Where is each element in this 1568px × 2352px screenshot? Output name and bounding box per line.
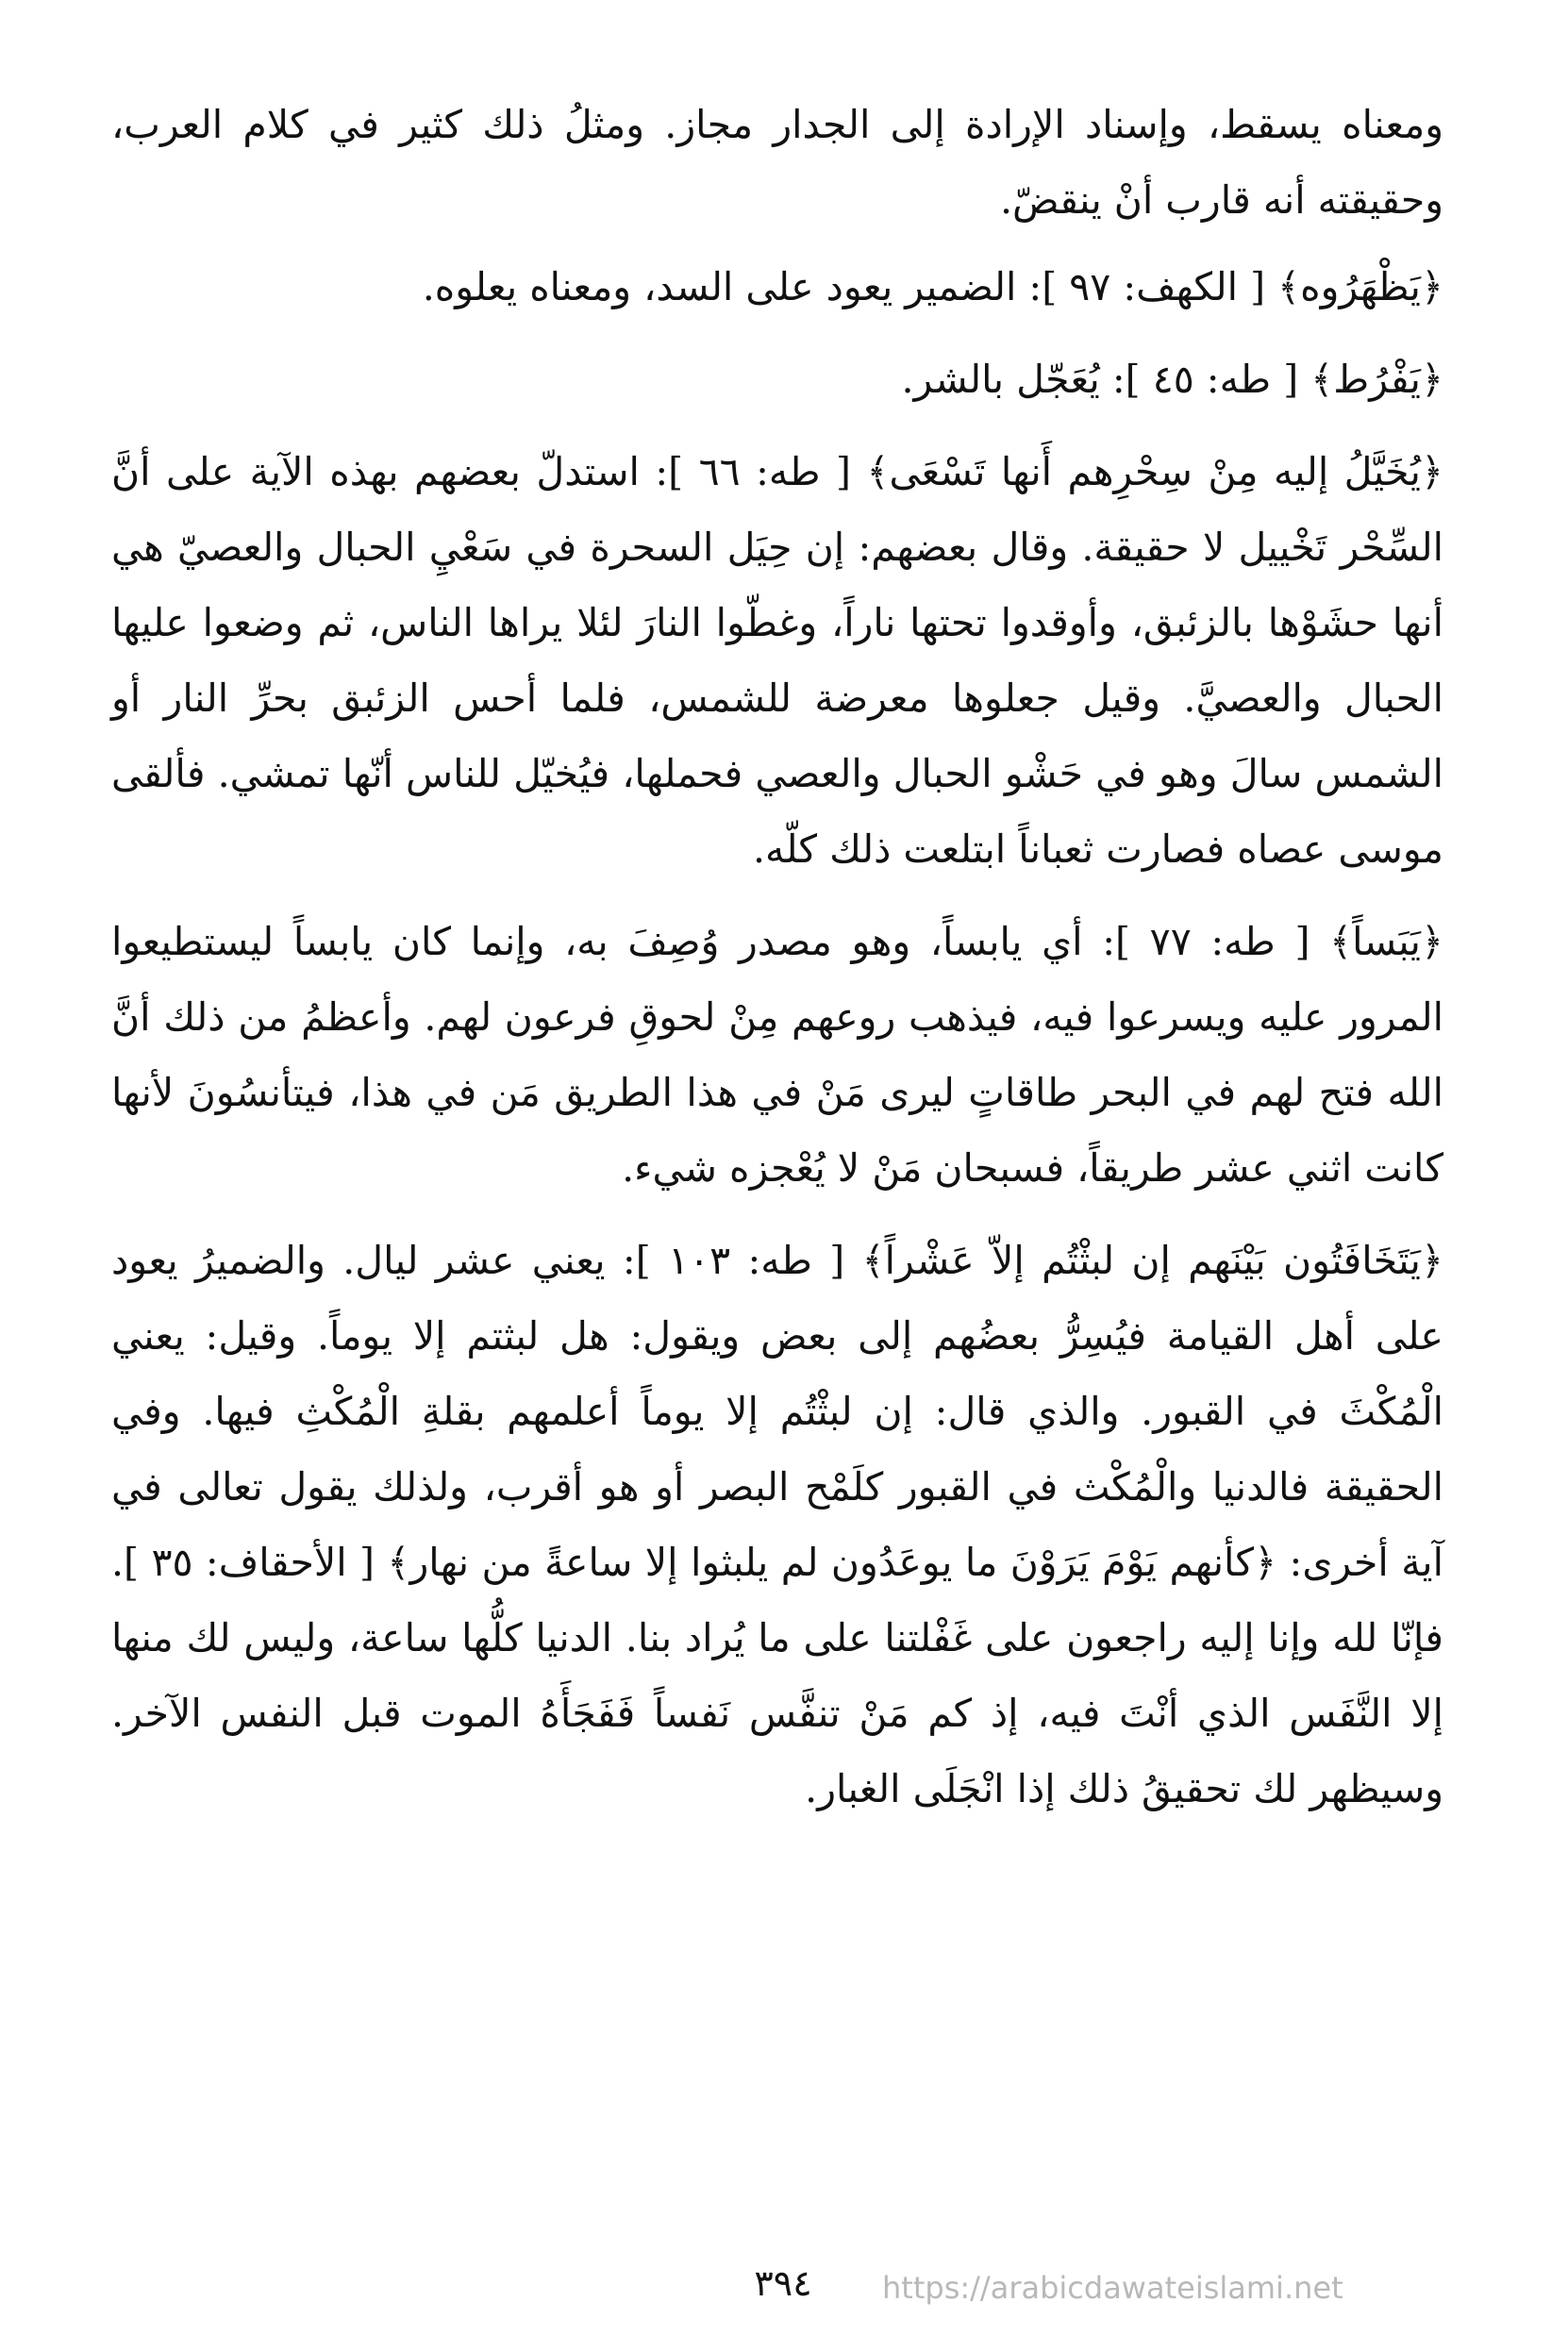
paragraph-yatakhafatun: ﴿يَتَخَافَتُون بَيْنَهم إن لبثْتُم إلاّ عَشْراً﴾ [ طه: ١٠٣ ]: يعني عشر ليال. والضميرُ يعود على أهل القيامة فيُسِرُّ بعضُهم إلى بعض ويقول: هل لبثتم إلا يوماً. وقيل: يعني الْمُكْثَ في القبور. والذي قال: إن لبثْتُم إلا يوماً أعلمهم بقلةِ الْمُكْثِ فيها. وفي الحقيقة فالدنيا والْمُكْث في القبور كلَمْح البصر أو هو أقرب، ولذلك يقول تعالى في آية أخرى: ﴿كأنهم يَوْمَ يَرَوْنَ ما يوعَدُون لم يلبثوا إلا ساعةً من نهار﴾ [ الأحقاف: ٣٥ ]. فإنّا لله وإنا إليه راجعون على غَفْلتنا على ما يُراد بنا. الدنيا كلُّها ساعة، وليس لك منها إلا النَّفَس الذي أنْتَ فيه، إذ كم مَنْ تنفَّس نَفساً فَفَجَأَهُ الموت قبل النفس الآخر. وسيظهر لك تحقيقُ ذلك إذا انْجَلَى الغبار. [111, 1238, 1443, 1811]
paragraph-yazharuh: ﴿يَظْهَرُوه﴾ [ الكهف: ٩٧ ]: الضمير يعود على السد، ومعناه يعلوه. [422, 264, 1443, 309]
page-number: ٣٩٤ [754, 2262, 812, 2304]
paragraph-intro: ومعناه يسقط، وإسناد الإرادة إلى الجدار مجاز. ومثلُ ذلك كثير في كلام العرب، وحقيقته أنه قارب أنْ ينقضّ. [111, 102, 1443, 223]
watermark-url: https://arabicdawateislami.net [882, 2270, 1343, 2306]
paragraph-yabasan: ﴿يَبَساً﴾ [ طه: ٧٧ ]: أي يابساً، وهو مصدر وُصِفَ به، وإنما كان يابساً ليستطيعوا المرور عليه ويسرعوا فيه، فيذهب روعهم مِنْ لحوقِ فرعون لهم. وأعظمُ من ذلك أنَّ الله فتح لهم في البحر طاقاتٍ ليرى مَنْ في هذا الطريق مَن في هذا، فيتأنسُونَ لأنها كانت اثني عشر طريقاً، فسبحان مَنْ لا يُعْجزه شيء. [111, 919, 1443, 1191]
page-footer [0, 2262, 1568, 2319]
paragraph-yukhayyal: ﴿يُخَيَّلُ إليه مِنْ سِحْرِهم أَنها تَسْعَى﴾ [ طه: ٦٦ ]: استدلّ بعضهم بهذه الآية على أنَّ السِّحْر تَخْييل لا حقيقة. وقال بعضهم: إن حِيَل السحرة في سَعْيِ الحبال والعصيّ هي أنها حشَوْها بالزئبق، وأوقدوا تحتها ناراً، وغطّوا النارَ لئلا يراها الناس، ثم وضعوا عليها الحبال والعصيَّ. وقيل جعلوها معرضة للشمس، فلما أحس الزئبق بحرِّ النار أو الشمس سالَ وهو في حَشْو الحبال والعصي فحملها، فيُخيّل للناس أنّها تمشي. فألقى موسى عصاه فصارت ثعباناً ابتلعت ذلك كلّه. [111, 449, 1443, 872]
paragraph-yafrut: ﴿يَفْرُط﴾ [ طه: ٤٥ ]: يُعَجّل بالشر. [901, 357, 1443, 402]
page-body-text [111, 87, 1443, 1843]
